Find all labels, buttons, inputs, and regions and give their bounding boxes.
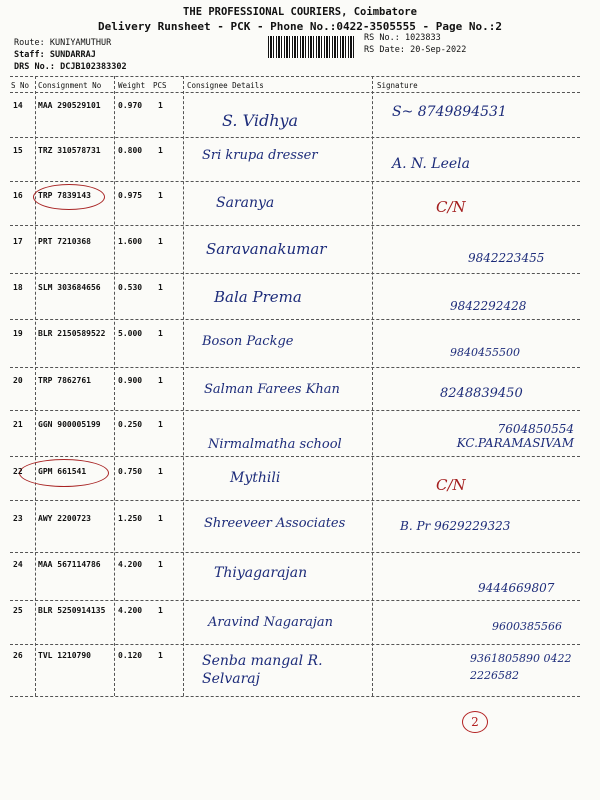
row-signature: B. Pr 9629229323 (400, 519, 511, 533)
row-pcs: 1 (158, 420, 163, 429)
col-header-consignment: Consignment No (38, 81, 102, 90)
rs-no-value: 1023833 (404, 33, 441, 43)
row-consignee: Saravanakumar (206, 240, 327, 258)
row-consignment-no: GGN 900005199 (38, 420, 101, 429)
rs-no-line (364, 33, 441, 43)
drs-label: DRS No.: (14, 62, 55, 72)
row-weight: 0.750 (118, 467, 143, 476)
row-consignment-no: MAA 567114786 (38, 560, 101, 569)
row-weight: 0.900 (118, 376, 143, 385)
row-signature: A. N. Leela (392, 156, 470, 172)
row-consignee: S. Vidhya (222, 111, 299, 130)
row-consignee: Aravind Nagarajan (208, 615, 333, 630)
row-signature: 7604850554 KC.PARAMASIVAM (456, 422, 574, 450)
row-signature: 9361805890 0422 2226582 (470, 652, 572, 682)
row-sno: 14 (13, 101, 23, 110)
row-pcs: 1 (158, 146, 163, 155)
row-pcs: 1 (158, 329, 163, 338)
runsheet-subtitle: Delivery Runsheet - PCK - Phone No.:0422-3505555 - Page No.:2 (98, 20, 502, 33)
drs-value: DCJB102383302 (60, 62, 127, 72)
row-weight: 0.250 (118, 420, 143, 429)
row-signature: S~ 8749894531 (392, 104, 507, 120)
row-signature-cn: C/N (436, 198, 466, 216)
row-consignee: Senba mangal R. Selvaraj (202, 653, 323, 687)
row-consignment-no: BLR 2150589522 (38, 329, 106, 338)
row-signature-cn: C/N (436, 476, 466, 494)
row-weight: 0.800 (118, 146, 143, 155)
row-divider (10, 181, 580, 182)
row-sno: 17 (13, 237, 23, 246)
row-sno: 23 (13, 514, 23, 523)
row-weight: 0.970 (118, 101, 143, 110)
row-divider (10, 456, 580, 457)
row-sno: 15 (13, 146, 23, 155)
col-header-consignee: Consignee Details (187, 81, 264, 90)
rs-date-line (364, 45, 466, 55)
rs-date-label: RS Date: (364, 45, 405, 55)
col-header-pcs: PCS (153, 81, 167, 90)
row-weight: 0.975 (118, 191, 143, 200)
row-signature: 9600385566 (492, 620, 562, 633)
rs-no-label: RS No.: (364, 33, 400, 43)
row-pcs: 1 (158, 651, 163, 660)
col-divider (183, 76, 184, 696)
row-pcs: 1 (158, 514, 163, 523)
row-consignment-no: MAA 290529101 (38, 101, 101, 110)
row-consignment-no: GPM 661541 (38, 467, 87, 476)
row-sno: 24 (13, 560, 23, 569)
row-consignment-no: TRZ 310578731 (38, 146, 101, 155)
row-divider (10, 225, 580, 226)
row-pcs: 1 (158, 101, 163, 110)
route-line (14, 38, 111, 48)
staff-value: SUNDARRAJ (49, 50, 96, 60)
rs-date-value: 20-Sep-2022 (410, 45, 467, 55)
row-consignment-no: TRP 7839143 (38, 191, 91, 200)
row-pcs: 1 (158, 376, 163, 385)
row-signature: 9842223455 (468, 251, 545, 265)
row-consignment-no: TVL 1210790 (38, 651, 91, 660)
row-sno: 19 (13, 329, 23, 338)
row-sno: 21 (13, 420, 23, 429)
col-divider (372, 76, 373, 696)
col-divider (114, 76, 115, 696)
row-divider (10, 552, 580, 553)
col-divider (35, 76, 36, 696)
company-title: THE PROFESSIONAL COURIERS, Coimbatore (183, 6, 417, 18)
row-signature: 9444669807 (478, 581, 555, 595)
col-header-signature: Signature (377, 81, 418, 90)
row-pcs: 1 (158, 606, 163, 615)
row-divider (10, 410, 580, 411)
row-pcs: 1 (158, 467, 163, 476)
row-weight: 0.120 (118, 651, 143, 660)
row-sno: 25 (13, 606, 23, 615)
row-divider (10, 644, 580, 645)
row-divider (10, 319, 580, 320)
row-consignee: Mythili (230, 470, 281, 486)
row-weight: 4.200 (118, 560, 143, 569)
row-pcs: 1 (158, 560, 163, 569)
row-consignee: Saranya (216, 195, 275, 211)
row-consignment-no: TRP 7862761 (38, 376, 91, 385)
row-consignee: Boson Packge (202, 334, 294, 349)
row-divider (10, 273, 580, 274)
barcode (268, 36, 354, 58)
row-consignee: Nirmalmatha school (208, 437, 342, 452)
row-sno: 26 (13, 651, 23, 660)
row-consignee: Sri krupa dresser (202, 148, 318, 163)
row-consignee: Shreeveer Associates (204, 516, 346, 531)
row-signature: 9842292428 (450, 299, 527, 313)
row-consignment-no: BLR 5250914135 (38, 606, 106, 615)
row-sno: 18 (13, 283, 23, 292)
page-number-mark: 2 (462, 711, 488, 733)
row-weight: 1.600 (118, 237, 143, 246)
table-bottom-rule (10, 696, 580, 697)
row-sno: 22 (13, 467, 23, 476)
row-pcs: 1 (158, 237, 163, 246)
col-header-sno: S No (11, 81, 30, 90)
row-weight: 1.250 (118, 514, 143, 523)
table-header-rule (10, 92, 580, 93)
row-pcs: 1 (158, 191, 163, 200)
row-divider (10, 367, 580, 368)
row-sno: 16 (13, 191, 23, 200)
row-consignee: Thiyagarajan (214, 565, 308, 581)
row-signature: 9840455500 (450, 346, 520, 359)
staff-label: Staff: (14, 50, 45, 60)
row-pcs: 1 (158, 283, 163, 292)
table-top-rule (10, 76, 580, 77)
col-header-weight: Weight (118, 81, 146, 90)
route-value: KUNIYAMUTHUR (49, 38, 112, 48)
row-divider (10, 137, 580, 138)
row-divider (10, 600, 580, 601)
row-consignment-no: AWY 2200723 (38, 514, 91, 523)
row-divider (10, 500, 580, 501)
route-label: Route: (14, 38, 45, 48)
row-weight: 0.530 (118, 283, 143, 292)
row-consignment-no: PRT 7210368 (38, 237, 91, 246)
drs-line (14, 62, 127, 72)
row-consignee: Salman Farees Khan (204, 382, 340, 397)
staff-line (14, 50, 96, 60)
row-weight: 5.000 (118, 329, 143, 338)
row-signature: 8248839450 (440, 386, 523, 401)
row-consignment-no: SLM 303684656 (38, 283, 101, 292)
row-sno: 20 (13, 376, 23, 385)
row-weight: 4.200 (118, 606, 143, 615)
row-consignee: Bala Prema (214, 288, 302, 306)
